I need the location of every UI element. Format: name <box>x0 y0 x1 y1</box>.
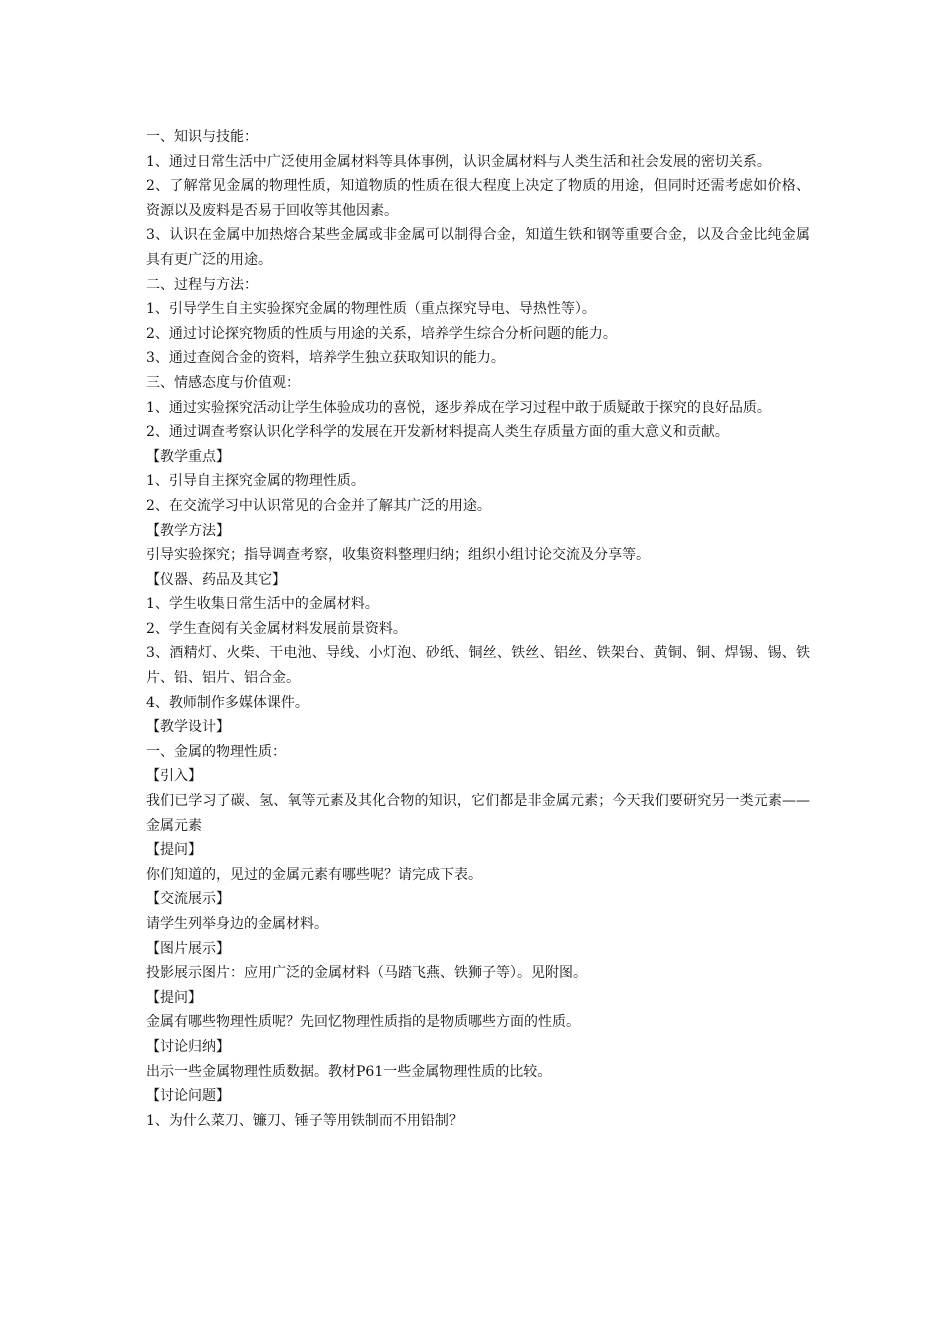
paragraph: 金属有哪些物理性质呢？先回忆物理性质指的是物质哪些方面的性质。 <box>146 1014 580 1031</box>
section-label-exchange-display: 【交流展示】 <box>146 891 230 908</box>
section-label-question: 【提问】 <box>146 842 202 859</box>
document-body <box>146 125 810 1133</box>
paragraph: 3、酒精灯、火柴、干电池、导线、小灯泡、砂纸、铜丝、铁丝、铝丝、铁架台、黄铜、铜、焊锡、锡、铁片、铅、铝片、铝合金。 <box>146 645 810 687</box>
paragraph: 3、通过查阅合金的资料，培养学生独立获取知识的能力。 <box>146 350 505 367</box>
heading-knowledge-skills: 一、知识与技能： <box>146 129 258 145</box>
section-label-question: 【提问】 <box>146 989 202 1006</box>
heading-emotion-values: 三、情感态度与价值观： <box>146 374 300 391</box>
paragraph: 1、引导自主探究金属的物理性质。 <box>146 473 365 490</box>
section-label-discussion-questions: 【讨论问题】 <box>146 1088 230 1105</box>
paragraph: 1、为什么菜刀、镰刀、锤子等用铁制而不用铅制？ <box>146 1112 463 1129</box>
paragraph: 2、学生查阅有关金属材料发展前景资料。 <box>146 620 407 637</box>
section-label-teaching-design: 【教学设计】 <box>146 719 230 736</box>
paragraph: 你们知道的，见过的金属元素有哪些呢？请完成下表。 <box>146 866 482 883</box>
paragraph: 3、认识在金属中加热熔合某些金属或非金属可以制得合金，知道生铁和钢等重要合金，以及合金比纯金属具有更广泛的用途。 <box>146 227 810 268</box>
heading-process-method: 二、过程与方法： <box>146 276 258 293</box>
paragraph: 出示一些金属物理性质数据。教材P61一些金属物理性质的比较。 <box>146 1063 552 1080</box>
paragraph: 2、通过讨论探究物质的性质与用途的关系，培养学生综合分析问题的能力。 <box>146 325 617 342</box>
paragraph: 请学生列举身边的金属材料。 <box>146 916 328 932</box>
paragraph: 2、在交流学习中认识常见的合金并了解其广泛的用途。 <box>146 497 491 514</box>
section-label-materials: 【仪器、药品及其它】 <box>146 571 286 588</box>
section-label-teaching-method: 【教学方法】 <box>146 522 230 539</box>
section-label-introduction: 【引入】 <box>146 768 202 785</box>
paragraph: 引导实验探究；指导调查考察，收集资料整理归纳；组织小组讨论交流及分享等。 <box>146 547 650 564</box>
paragraph: 4、教师制作多媒体课件。 <box>146 694 309 711</box>
section-label-teaching-focus: 【教学重点】 <box>146 448 230 465</box>
section-label-picture-display: 【图片展示】 <box>146 940 230 957</box>
paragraph: 1、学生收集日常生活中的金属材料。 <box>146 596 379 613</box>
section-label-discussion-summary: 【讨论归纳】 <box>146 1038 230 1055</box>
paragraph: 1、通过实验探究活动让学生体验成功的喜悦，逐步养成在学习过程中敢于质疑敢于探究的良好品质。 <box>146 399 771 416</box>
paragraph: 2、通过调查考察认识化学科学的发展在开发新材料提高人类生存质量方面的重大意义和贡献。 <box>146 424 729 441</box>
paragraph: 1、通过日常生活中广泛使用金属材料等具体事例，认识金属材料与人类生活和社会发展的密切关系。 <box>146 153 771 170</box>
heading-metal-physical-properties: 一、金属的物理性质： <box>146 743 286 760</box>
paragraph: 投影展示图片：应用广泛的金属材料（马踏飞燕、铁狮子等）。见附图。 <box>146 965 587 982</box>
paragraph: 我们已学习了碳、氢、氧等元素及其化合物的知识，它们都是非金属元素；今天我们要研究另一类元素——金属元素 <box>146 793 810 834</box>
paragraph: 2、了解常见金属的物理性质，知道物质的性质在很大程度上决定了物质的用途，但同时还需考虑如价格、资源以及废料是否易于回收等其他因素。 <box>146 178 810 219</box>
paragraph: 1、引导学生自主实验探究金属的物理性质（重点探究导电、导热性等）。 <box>146 301 596 318</box>
